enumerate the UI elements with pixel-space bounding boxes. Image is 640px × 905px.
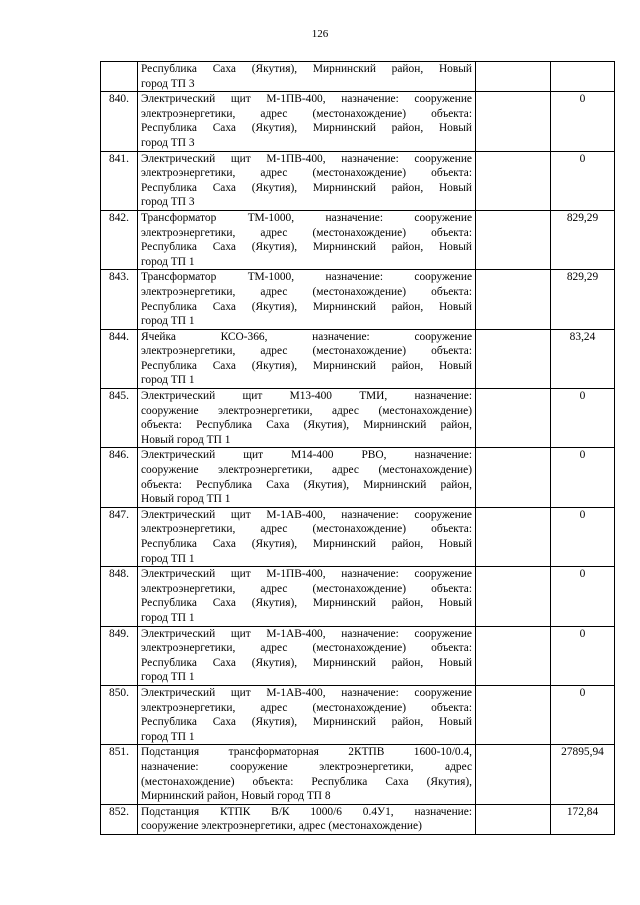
description-line: Электрический щит М-1АВ-400, назначение: сооружение bbox=[141, 508, 472, 521]
description-line: электроэнергетики, адрес (местонахождение) объекта: bbox=[141, 226, 472, 239]
empty-cell bbox=[476, 448, 551, 507]
table-row bbox=[101, 389, 615, 448]
table-row bbox=[101, 507, 615, 566]
table-row bbox=[101, 151, 615, 210]
description-line: город ТП 3 bbox=[141, 196, 195, 209]
description-line: Мирнинский район, Новый город ТП 8 bbox=[141, 790, 331, 803]
row-value: 0 bbox=[551, 567, 615, 626]
row-number: 843. bbox=[101, 270, 138, 329]
description-line: Республика Саха (Якутия), Мирнинский район, Новый bbox=[141, 656, 472, 669]
description-line: электроэнергетики, адрес (местонахождение) объекта: bbox=[141, 345, 472, 358]
description-line: Новый город ТП 1 bbox=[141, 433, 231, 446]
row-value: 0 bbox=[551, 151, 615, 210]
row-description bbox=[138, 62, 476, 92]
row-description bbox=[138, 389, 476, 448]
description-line: электроэнергетики, адрес (местонахождение) объекта: bbox=[141, 642, 472, 655]
description-line: электроэнергетики, адрес (местонахождение) объекта: bbox=[141, 167, 472, 180]
description-line: Республика Саха (Якутия), Мирнинский район, Новый bbox=[141, 181, 472, 194]
row-description bbox=[138, 685, 476, 744]
description-line: назначение: сооружение электроэнергетики, адрес bbox=[141, 760, 472, 773]
row-description bbox=[138, 745, 476, 804]
row-value: 829,29 bbox=[551, 270, 615, 329]
row-description bbox=[138, 270, 476, 329]
description-line: Электрический щит М-1ПВ-400, назначение: сооружение bbox=[141, 568, 472, 581]
row-value: 172,84 bbox=[551, 804, 615, 834]
row-value: 829,29 bbox=[551, 210, 615, 269]
description-line: Трансформатор ТМ-1000, назначение: сооружение bbox=[141, 271, 472, 284]
row-number: 852. bbox=[101, 804, 138, 834]
row-number: 841. bbox=[101, 151, 138, 210]
description-line: Республика Саха (Якутия), Мирнинский район, Новый bbox=[141, 597, 472, 610]
table-row bbox=[101, 62, 615, 92]
row-number: 842. bbox=[101, 210, 138, 269]
row-description bbox=[138, 448, 476, 507]
empty-cell bbox=[476, 626, 551, 685]
row-number: 840. bbox=[101, 92, 138, 151]
table-row bbox=[101, 685, 615, 744]
row-number: 847. bbox=[101, 507, 138, 566]
description-line: город ТП 3 bbox=[141, 136, 195, 149]
description-line: электроэнергетики, адрес (местонахождение) объекта: bbox=[141, 523, 472, 536]
description-line: город ТП 1 bbox=[141, 374, 195, 387]
table-row bbox=[101, 804, 615, 834]
empty-cell bbox=[476, 92, 551, 151]
row-value: 0 bbox=[551, 389, 615, 448]
empty-cell bbox=[476, 270, 551, 329]
table-row bbox=[101, 210, 615, 269]
row-value: 27895,94 bbox=[551, 745, 615, 804]
registry-table bbox=[100, 61, 615, 835]
table-row bbox=[101, 270, 615, 329]
row-value: 0 bbox=[551, 685, 615, 744]
description-line: Электрический щит М14-400 РВО, назначение: bbox=[141, 449, 472, 462]
description-line: Подстанция КТПК В/К 1000/6 0.4У1, назначение: bbox=[141, 805, 472, 818]
description-line: сооружение электроэнергетики, адрес (местонахождение) bbox=[141, 820, 422, 833]
empty-cell bbox=[476, 567, 551, 626]
description-line: электроэнергетики, адрес (местонахождение) объекта: bbox=[141, 107, 472, 120]
description-line: Республика Саха (Якутия), Мирнинский район, Новый bbox=[141, 300, 472, 313]
description-line: Республика Саха (Якутия), Мирнинский район, Новый bbox=[141, 63, 472, 75]
description-line: Республика Саха (Якутия), Мирнинский район, Новый bbox=[141, 359, 472, 372]
row-number: 850. bbox=[101, 685, 138, 744]
empty-cell bbox=[476, 329, 551, 388]
empty-cell bbox=[476, 507, 551, 566]
empty-cell bbox=[476, 62, 551, 92]
row-description bbox=[138, 507, 476, 566]
empty-cell bbox=[476, 685, 551, 744]
description-line: город ТП 1 bbox=[141, 671, 195, 684]
row-description bbox=[138, 329, 476, 388]
row-number: 848. bbox=[101, 567, 138, 626]
description-line: объекта: Республика Саха (Якутия), Мирнинский район, bbox=[141, 419, 472, 432]
row-value: 83,24 bbox=[551, 329, 615, 388]
row-description bbox=[138, 92, 476, 151]
description-line: Новый город ТП 1 bbox=[141, 493, 231, 506]
row-value: 0 bbox=[551, 507, 615, 566]
description-line: (местонахождение) объекта: Республика Саха (Якутия), bbox=[141, 775, 472, 788]
table-row bbox=[101, 329, 615, 388]
description-line: электроэнергетики, адрес (местонахождение) объекта: bbox=[141, 701, 472, 714]
table-row bbox=[101, 567, 615, 626]
description-line: город ТП 1 bbox=[141, 315, 195, 328]
row-number: 844. bbox=[101, 329, 138, 388]
description-line: город ТП 1 bbox=[141, 255, 195, 268]
row-description bbox=[138, 626, 476, 685]
table-row bbox=[101, 745, 615, 804]
description-line: Электрический щит М-1АВ-400, назначение: сооружение bbox=[141, 686, 472, 699]
description-line: город ТП 1 bbox=[141, 552, 195, 565]
description-line: электроэнергетики, адрес (местонахождение) объекта: bbox=[141, 582, 472, 595]
description-line: Электрический щит М13-400 ТМИ, назначение: bbox=[141, 390, 472, 403]
description-line: объекта: Республика Саха (Якутия), Мирнинский район, bbox=[141, 478, 472, 491]
empty-cell bbox=[476, 389, 551, 448]
row-number: 846. bbox=[101, 448, 138, 507]
description-line: Республика Саха (Якутия), Мирнинский район, Новый bbox=[141, 241, 472, 254]
row-description bbox=[138, 151, 476, 210]
empty-cell bbox=[476, 804, 551, 834]
page-number: 126 bbox=[311, 28, 329, 40]
row-value: 0 bbox=[551, 626, 615, 685]
table-row bbox=[101, 92, 615, 151]
description-line: Электрический щит М-1ПВ-400, назначение: сооружение bbox=[141, 152, 472, 165]
row-number: 851. bbox=[101, 745, 138, 804]
row-number: 849. bbox=[101, 626, 138, 685]
description-line: Республика Саха (Якутия), Мирнинский район, Новый bbox=[141, 538, 472, 550]
row-description bbox=[138, 567, 476, 626]
description-line: Подстанция трансформаторная 2КТПВ 1600-10/0.4, bbox=[141, 746, 472, 759]
description-line: город ТП 3 bbox=[141, 77, 195, 90]
description-line: Электрический щит М-1ПВ-400, назначение: сооружение bbox=[141, 93, 472, 106]
empty-cell bbox=[476, 151, 551, 210]
description-line: Республика Саха (Якутия), Мирнинский район, Новый bbox=[141, 122, 472, 135]
table-row bbox=[101, 448, 615, 507]
row-description bbox=[138, 804, 476, 834]
description-line: Ячейка КСО-366, назначение: сооружение bbox=[141, 330, 472, 343]
row-number: 845. bbox=[101, 389, 138, 448]
description-line: сооружение электроэнергетики, адрес (местонахождение) bbox=[141, 404, 472, 417]
description-line: Республика Саха (Якутия), Мирнинский район, Новый bbox=[141, 716, 472, 729]
row-value: 0 bbox=[551, 92, 615, 151]
description-line: Трансформатор ТМ-1000, назначение: сооружение bbox=[141, 211, 472, 224]
empty-cell bbox=[476, 745, 551, 804]
description-line: город ТП 1 bbox=[141, 611, 195, 624]
row-value: 0 bbox=[551, 448, 615, 507]
row-number bbox=[101, 62, 138, 92]
row-description bbox=[138, 210, 476, 269]
description-line: сооружение электроэнергетики, адрес (местонахождение) bbox=[141, 464, 472, 477]
description-line: электроэнергетики, адрес (местонахождение) объекта: bbox=[141, 285, 472, 298]
empty-cell bbox=[476, 210, 551, 269]
table-row bbox=[101, 626, 615, 685]
description-line: Электрический щит М-1АВ-400, назначение: сооружение bbox=[141, 627, 472, 640]
description-line: город ТП 1 bbox=[141, 730, 195, 743]
row-value bbox=[551, 62, 615, 92]
